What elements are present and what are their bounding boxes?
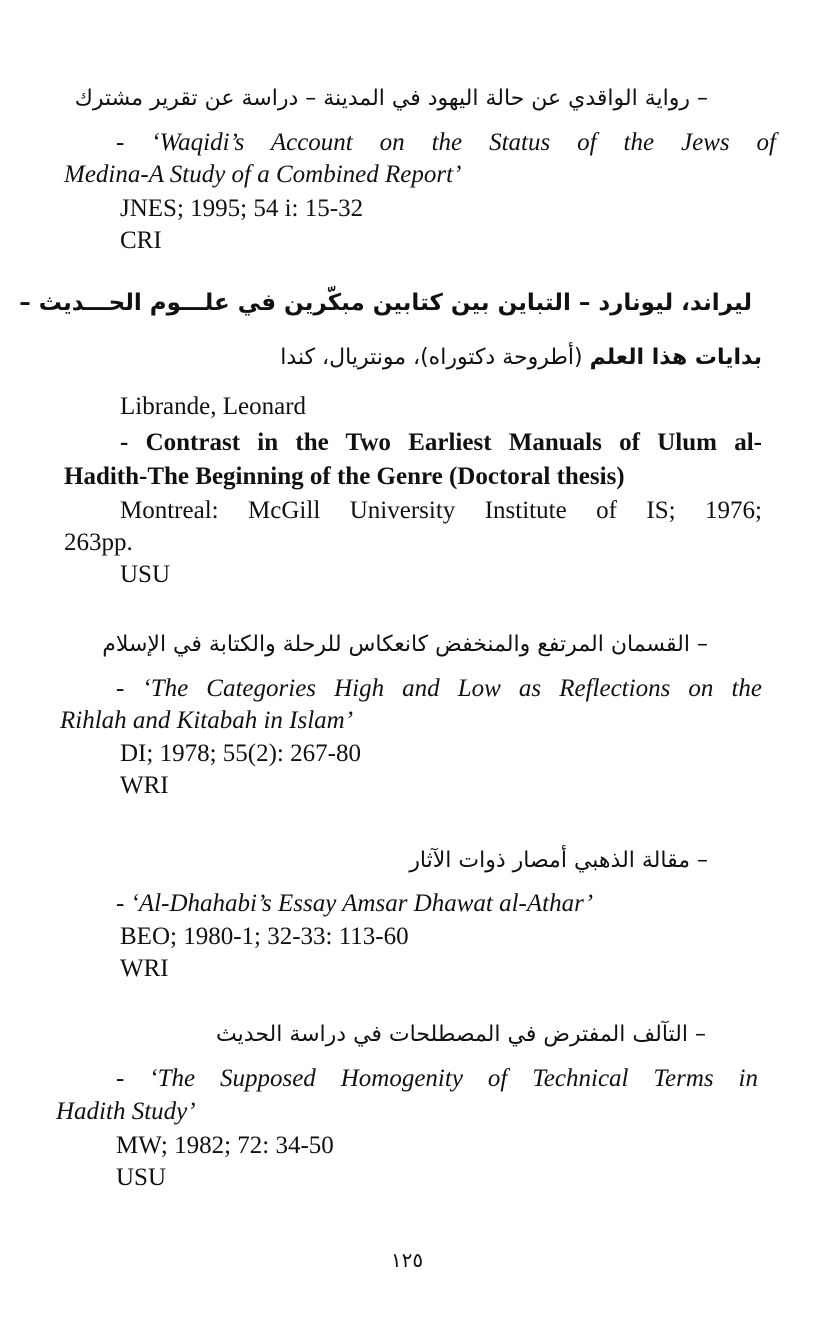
english-title: - ‘The Categories High and Low as Reflections on the bbox=[116, 675, 762, 702]
english-title: - ‘Al-Dhahabi’s Essay Amsar Dhawat al-Athar’ bbox=[116, 890, 594, 917]
arabic-title: – القسمان المرتفع والمنخفض كانعكاس للرحلة والكتابة في الإسلام bbox=[102, 632, 708, 657]
citation-continued: 263pp. bbox=[64, 529, 133, 556]
english-title-continued: Hadith-The Beginning of the Genre (Doctoral thesis) bbox=[64, 463, 625, 490]
citation: BEO; 1980-1; 32-33: 113-60 bbox=[120, 923, 409, 950]
library-code: CRI bbox=[120, 227, 162, 254]
library-code: USU bbox=[120, 561, 171, 588]
arabic-title-continued bbox=[280, 343, 762, 373]
citation: JNES; 1995; 54 i: 15-32 bbox=[120, 195, 364, 222]
english-title: - Contrast in the Two Earliest Manuals of Ulum al- bbox=[120, 429, 762, 456]
arabic-title: – مقالة الذهبي أمصار ذوات الآثار bbox=[409, 848, 708, 873]
arabic-title: – التآلف المفترض في المصطلحات في دراسة الحديث bbox=[216, 1022, 706, 1047]
library-code: WRI bbox=[120, 955, 169, 982]
author-name: Librande, Leonard bbox=[120, 393, 307, 420]
citation: DI; 1978; 55(2): 267-80 bbox=[120, 740, 361, 767]
arabic-author-title: ليراند، ليونارد – التباين بين كتابين مبكّرين في علـــوم الحـــديث – bbox=[19, 290, 752, 316]
library-code: WRI bbox=[120, 772, 169, 799]
page-number: ١٢٥ bbox=[390, 1248, 424, 1272]
english-title-continued: Medina-A Study of a Combined Report’ bbox=[64, 161, 462, 188]
arabic-title: – رواية الواقدي عن حالة اليهود في المدينة – دراسة عن تقرير مشترك bbox=[74, 86, 708, 111]
english-title: - ‘The Supposed Homogenity of Technical Terms in bbox=[116, 1065, 758, 1092]
arabic-publication: (أطروحة دكتوراه)، مونتريال، كندا bbox=[280, 345, 590, 370]
english-title: - ‘Waqidi’s Account on the Status of the Jews of bbox=[116, 129, 776, 156]
library-code: USU bbox=[116, 1164, 167, 1191]
english-title-continued: Hadith Study’ bbox=[56, 1098, 196, 1125]
english-title-continued: Rihlah and Kitabah in Islam’ bbox=[60, 707, 354, 734]
citation: Montreal: McGill University Institute of IS; 1976; bbox=[120, 497, 762, 524]
citation: MW; 1982; 72: 34-50 bbox=[116, 1132, 334, 1159]
arabic-subtitle: بدايات هذا العلم bbox=[589, 345, 762, 370]
